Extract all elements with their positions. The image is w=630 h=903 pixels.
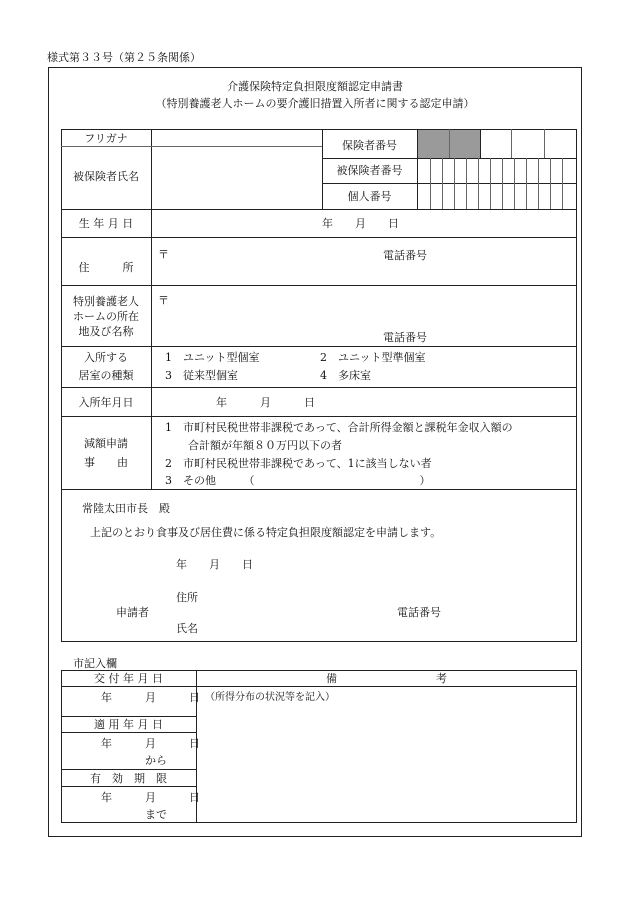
insurer-number-label: 保険者番号: [342, 139, 397, 152]
office-header-line: [61, 686, 577, 687]
remarks-field[interactable]: [198, 706, 574, 820]
office-row-line: [61, 716, 196, 717]
insured-name-field[interactable]: [152, 147, 321, 208]
reason-label-1: 減額申請: [84, 437, 128, 450]
facility-phone-label: 電話番号: [383, 331, 427, 344]
row-line-room: [61, 346, 577, 347]
validity-label: 有 効 期 限: [90, 772, 167, 785]
title-line-1: 介護保険特定負担限度額認定申請書: [227, 80, 403, 93]
insured-number-field[interactable]: [418, 159, 576, 183]
furigana-field[interactable]: [152, 130, 321, 146]
row-line-birthdate: [61, 209, 577, 210]
admission-date-value[interactable]: 年 月 日: [216, 396, 315, 409]
reason-label-2: 事 由: [84, 456, 128, 469]
title-line-2: （特別養護老人ホームの要介護旧措置入所者に関する認定申請）: [155, 97, 475, 110]
start-date-label: 適 用 年 月 日: [94, 718, 163, 731]
applicant-name-field[interactable]: [205, 617, 385, 635]
room-option-1[interactable]: 1 ユニット型個室: [165, 351, 260, 364]
issue-date-label: 交 付 年 月 日: [94, 672, 163, 685]
address-postal-mark: 〒: [158, 248, 169, 261]
row-line-declaration: [61, 489, 577, 490]
applicant-address-label: 住所: [176, 591, 198, 604]
digit-divider: [449, 129, 450, 158]
insured-number-label: 被保険者番号: [336, 164, 403, 177]
birthdate-label: 生 年 月 日: [78, 217, 134, 230]
facility-label-2: ホームの所在: [73, 310, 139, 323]
row-line-facility: [61, 285, 577, 286]
room-option-3[interactable]: 3 従来型個室: [165, 369, 238, 382]
declaration-date[interactable]: 年 月 日: [176, 558, 253, 571]
personal-number-field[interactable]: [418, 184, 576, 209]
from-label: から: [145, 754, 167, 767]
insured-name-label: 被保険者氏名: [73, 170, 139, 183]
row-line-reason: [61, 416, 577, 417]
office-row-line: [61, 732, 196, 733]
reason-option-1[interactable]: 1 市町村民税世帯非課税であって、合計所得金額と課税年金収入額の: [165, 421, 513, 434]
reason-option-1-cont: 合計額が年額８０万円以下の者: [188, 439, 342, 452]
office-use-label: 市記入欄: [73, 657, 117, 670]
birthdate-value[interactable]: 年 月 日: [322, 217, 399, 230]
applicant-label: 申請者: [116, 606, 149, 619]
facility-postal-mark: 〒: [158, 294, 169, 307]
office-row-line: [61, 786, 196, 787]
address-field[interactable]: [170, 240, 570, 282]
facility-field[interactable]: [170, 288, 570, 343]
applicant-address-field[interactable]: [205, 585, 565, 603]
personal-number-label: 個人番号: [347, 190, 392, 203]
form-number: 様式第３３号（第２５条関係）: [47, 51, 201, 64]
validity-value[interactable]: 年 月 日: [101, 791, 200, 804]
room-option-4[interactable]: 4 多床室: [320, 369, 371, 382]
until-label: まで: [145, 808, 167, 821]
applicant-name-label: 氏名: [176, 622, 198, 635]
issue-date-value[interactable]: 年 月 日: [101, 691, 200, 704]
address-label: 住 所: [78, 261, 134, 274]
room-type-label-2: 居室の種類: [78, 369, 134, 382]
start-date-value[interactable]: 年 月 日: [101, 737, 200, 750]
remarks-label: 備 考: [326, 672, 447, 685]
facility-label-1: 特別養護老人: [73, 295, 139, 308]
furigana-label: フリガナ: [84, 132, 128, 145]
room-type-label-1: 入所する: [84, 351, 128, 364]
office-row-line: [61, 769, 196, 770]
address-phone-label: 電話番号: [383, 249, 427, 262]
row-line-address: [61, 237, 577, 238]
addressee: 常陸太田市長 殿: [82, 502, 170, 515]
insurer-number-field[interactable]: [480, 130, 576, 158]
reason-option-3[interactable]: 3 その他 （ ）: [165, 474, 431, 487]
facility-label-3: 地及び名称: [78, 325, 134, 338]
applicant-phone-label: 電話番号: [397, 606, 441, 619]
room-option-2[interactable]: 2 ユニット型準個室: [320, 351, 426, 364]
declaration-statement: 上記のとおり食事及び居住費に係る特定負担限度額認定を申請します。: [90, 526, 442, 539]
row-line-admission: [61, 387, 577, 388]
remarks-note: （所得分布の状況等を記入）: [205, 692, 335, 703]
admission-date-label: 入所年月日: [78, 396, 134, 409]
reason-option-2[interactable]: 2 市町村民税世帯非課税であって、1に該当しない者: [165, 457, 432, 470]
